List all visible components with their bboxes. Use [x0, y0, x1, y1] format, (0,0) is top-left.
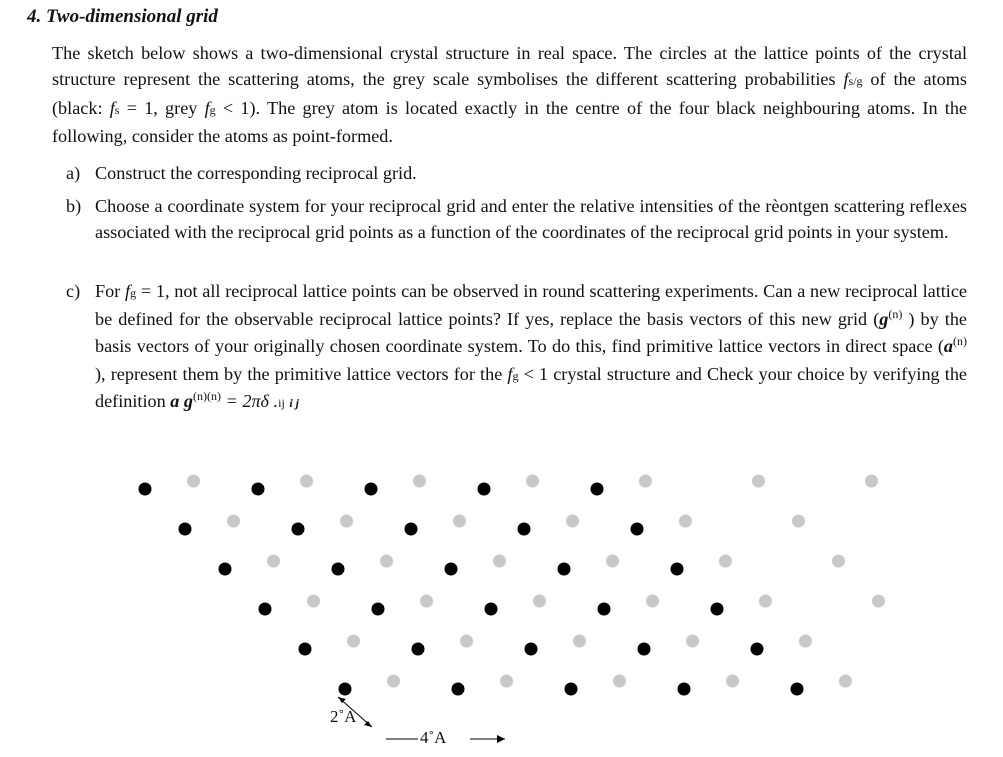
black-atom	[591, 483, 604, 496]
grey-atom	[387, 675, 400, 688]
subquestion-a-label: a)	[66, 163, 81, 183]
black-atom	[751, 643, 764, 656]
grey-atom	[872, 595, 885, 608]
black-atom	[485, 603, 498, 616]
black-atom	[478, 483, 491, 496]
grey-atom	[500, 675, 513, 688]
grey-atom	[792, 515, 805, 528]
grey-atom	[719, 555, 732, 568]
black-atom	[292, 523, 305, 536]
black-atom	[139, 483, 152, 496]
black-atom	[678, 683, 691, 696]
grey-atom	[300, 475, 313, 488]
grey-atom	[573, 635, 586, 648]
grey-atom	[533, 595, 546, 608]
grey-atom	[613, 675, 626, 688]
black-atom	[671, 563, 684, 576]
black-atom	[598, 603, 611, 616]
black-atom	[299, 643, 312, 656]
grey-atom	[726, 675, 739, 688]
black-atom	[259, 603, 272, 616]
grey-atom	[307, 595, 320, 608]
black-atom	[412, 643, 425, 656]
subquestion-a-text: Construct the corresponding reciprocal grid.	[95, 163, 417, 183]
black-atom	[638, 643, 651, 656]
black-atom	[791, 683, 804, 696]
grey-atom	[865, 475, 878, 488]
black-atom	[452, 683, 465, 696]
black-atom	[631, 523, 644, 536]
grey-atom	[413, 475, 426, 488]
problem-title: 4. Two-dimensional grid	[27, 6, 218, 27]
grey-atom	[460, 635, 473, 648]
grey-atom	[686, 635, 699, 648]
black-atom	[565, 683, 578, 696]
subquestion-c-label: c)	[66, 281, 81, 301]
black-atom	[219, 563, 232, 576]
problem-intro: The sketch below shows a two-dimensional crystal structure in real space. The circles at the lattice points of the crystal structure represent the scattering atoms, the grey scale symbolises the different scattering probabilities fs/g of the atoms (black: fs = 1, grey fg < 1). The grey atom is located exactly in the centre of the four black neighbouring atoms. In the following, consider the atoms as point-formed.	[52, 43, 967, 146]
subquestion-b-label: b)	[66, 196, 82, 216]
grey-atom	[347, 635, 360, 648]
grey-atom	[799, 635, 812, 648]
black-atom	[558, 563, 571, 576]
grey-atom	[340, 515, 353, 528]
black-atom	[518, 523, 531, 536]
scale-label-short: 2˚A	[330, 707, 357, 726]
grey-atom	[679, 515, 692, 528]
grey-atom	[187, 475, 200, 488]
black-atom	[525, 643, 538, 656]
black-atom	[339, 683, 352, 696]
black-atom	[405, 523, 418, 536]
black-atom	[365, 483, 378, 496]
subquestion-c-text: For fg = 1, not all reciprocal lattice points can be observed in round scattering experiments. Can a new reciprocal lattice be defined for the observable reciprocal lattice points? If yes, replace the basis vectors of this new grid ($g^{(n)}$ ) by the basis vectors of your originally chosen coordinate system. To do this, find primitive lattice vectors in direct space ($a^{(n)}$ ), represent them by the primitive lattice vectors for the fg < 1 crystal structure and Check your choice by verifying the definition a $g^{(n)(n)} = 2\pi\delta$ .ij i j	[95, 281, 968, 411]
grey-atom	[267, 555, 280, 568]
grey-atom	[606, 555, 619, 568]
grey-atom	[420, 595, 433, 608]
grey-atom	[752, 475, 765, 488]
grey-atom	[839, 675, 852, 688]
grey-atom	[832, 555, 845, 568]
black-atom	[711, 603, 724, 616]
grey-atom	[526, 475, 539, 488]
grey-atom	[646, 595, 659, 608]
black-atom	[445, 563, 458, 576]
grey-atom	[227, 515, 240, 528]
grey-atom	[566, 515, 579, 528]
grey-atom	[380, 555, 393, 568]
grey-atom	[493, 555, 506, 568]
grey-atom	[759, 595, 772, 608]
black-atom	[332, 563, 345, 576]
grey-atom	[639, 475, 652, 488]
black-atom	[179, 523, 192, 536]
black-atom	[372, 603, 385, 616]
scale-label-long: 4˚A	[420, 728, 447, 747]
black-atom	[252, 483, 265, 496]
grey-atom	[453, 515, 466, 528]
lattice-atoms	[139, 475, 886, 696]
subquestion-b-text: Choose a coordinate system for your reciprocal grid and enter the relative intensities of the rèontgen scattering reflexes associated with the reciprocal grid points as a function of the coordinates of the reciprocal grid points in your system.	[95, 196, 967, 242]
